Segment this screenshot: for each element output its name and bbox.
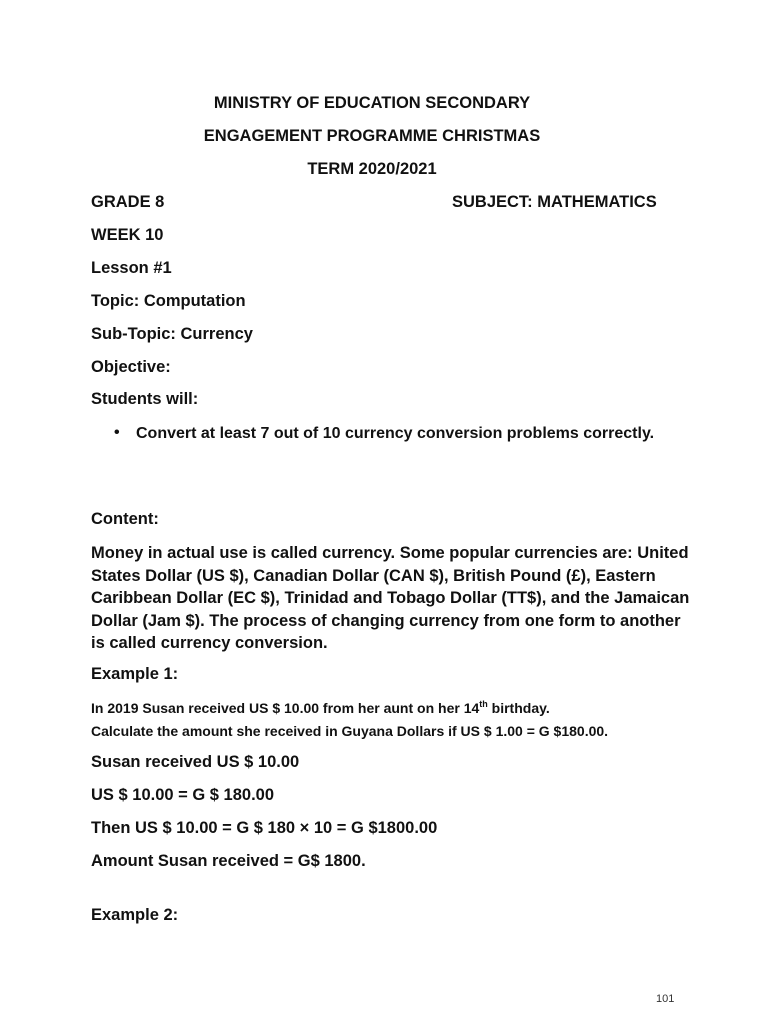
example-1-step-3: Then US $ 10.00 = G $ 180 × 10 = G $1800.00 bbox=[91, 819, 438, 837]
example-1-question-superscript: th bbox=[479, 699, 488, 709]
lesson-label: Lesson #1 bbox=[91, 259, 172, 277]
example-1-question-line-1 bbox=[91, 700, 550, 716]
students-will-label: Students will: bbox=[91, 390, 199, 408]
example-1-step-2: US $ 10.00 = G $ 180.00 bbox=[91, 786, 275, 804]
example-1-heading: Example 1: bbox=[91, 665, 179, 683]
subject-label: SUBJECT: MATHEMATICS bbox=[452, 193, 657, 211]
example-1-step-4: Amount Susan received = G$ 1800. bbox=[91, 852, 366, 870]
objective-item: Convert at least 7 out of 10 currency conversion problems correctly. bbox=[136, 425, 655, 442]
page-number: 101 bbox=[656, 993, 675, 1005]
example-1-question-text: In 2019 Susan received US $ 10.00 from her aunt on her 14 bbox=[91, 700, 480, 716]
topic-label: Topic: Computation bbox=[91, 292, 246, 310]
content-paragraph: Money in actual use is called currency. Some popular currencies are: United States Dollar (US $), Canadian Dollar (CAN $), British Pound (£), Eastern Caribbean Dollar (EC $), Trinidad and Tobago Dollar (TT$), and the Jamaican Dollar (Jam $). The process of changing currency from one form to another is called currency conversion. bbox=[91, 544, 690, 652]
week-label: WEEK 10 bbox=[91, 226, 164, 244]
content-heading: Content: bbox=[91, 510, 159, 528]
bullet-icon: • bbox=[114, 424, 120, 441]
header-line-1: MINISTRY OF EDUCATION SECONDARY bbox=[213, 94, 531, 112]
header-line-3: TERM 2020/2021 bbox=[307, 160, 437, 178]
example-2-heading: Example 2: bbox=[91, 906, 179, 924]
subtopic-label: Sub-Topic: Currency bbox=[91, 325, 253, 343]
grade-label: GRADE 8 bbox=[91, 193, 165, 211]
example-1-question-line-2: Calculate the amount she received in Guyana Dollars if US $ 1.00 = G $180.00. bbox=[91, 723, 609, 739]
header-line-2: ENGAGEMENT PROGRAMME CHRISTMAS bbox=[203, 127, 541, 145]
example-1-question-text-end: birthday. bbox=[487, 700, 550, 716]
example-1-step-1: Susan received US $ 10.00 bbox=[91, 753, 300, 771]
objective-heading: Objective: bbox=[91, 358, 171, 376]
